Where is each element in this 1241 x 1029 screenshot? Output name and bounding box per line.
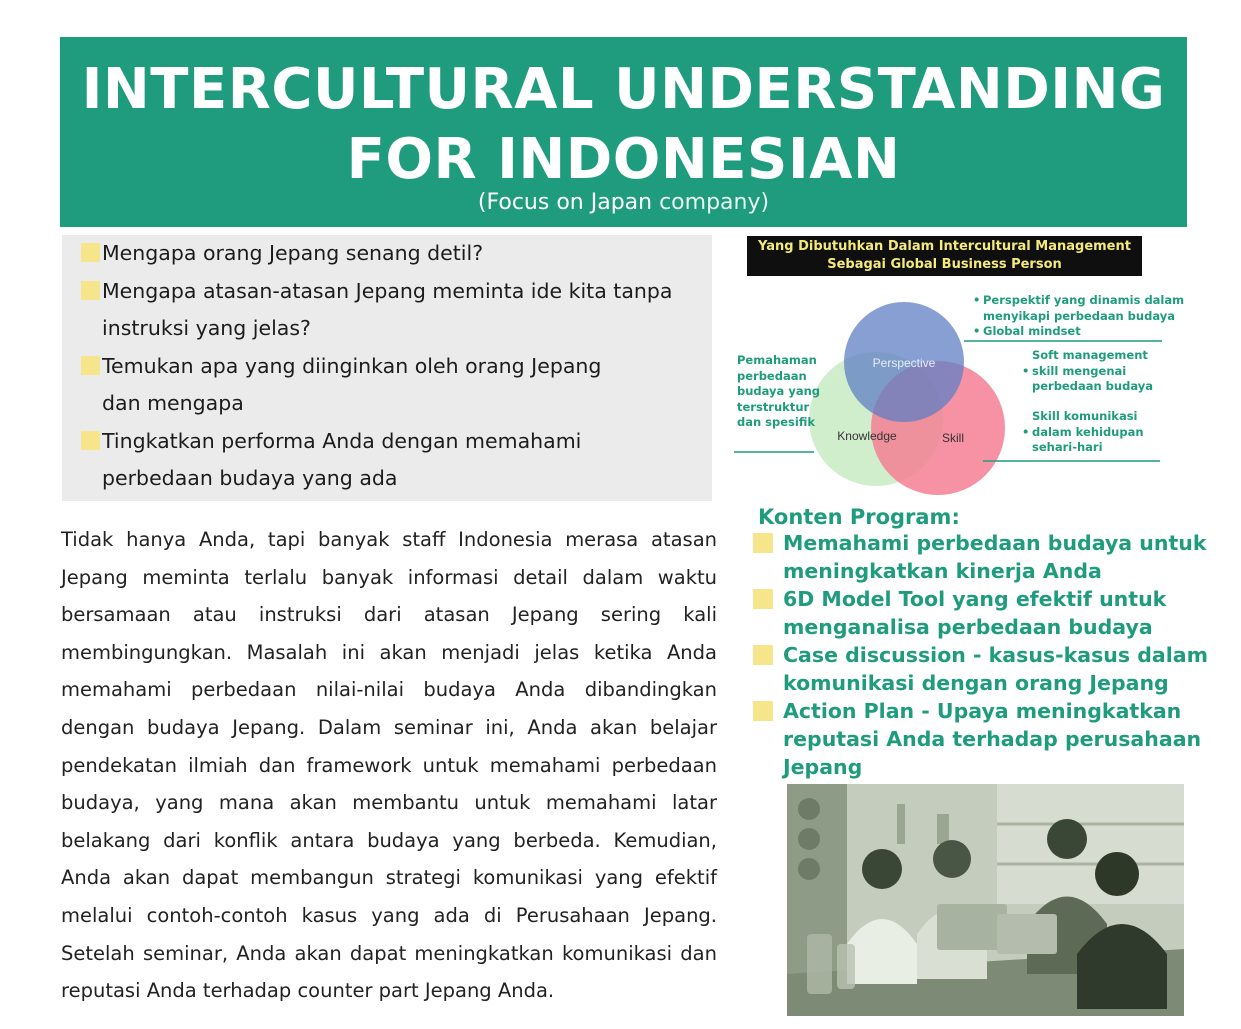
- question-4-line-1: Tingkatkan performa Anda dengan memahami: [102, 429, 582, 453]
- knowledge-note-1: Pemahaman: [737, 353, 817, 367]
- program-bullet-icon: [753, 533, 773, 553]
- perspective-note-2: menyikapi perbedaan budaya: [983, 308, 1175, 323]
- page-title-line-2: FOR INDONESIAN: [346, 127, 901, 192]
- soft-skill-note: Soft management • skill mengenai perbedaan budaya: [1022, 348, 1153, 393]
- communication-note: Skill komunikasi • dalam kehidupan sehari-hari: [1022, 409, 1144, 454]
- knowledge-label: Knowledge: [837, 429, 897, 443]
- perspective-note-1: Perspektif yang dinamis dalam: [983, 293, 1185, 307]
- question-3-line-1: Temukan apa yang diinginkan oleh orang Jepang: [102, 354, 602, 378]
- question-bullet-icon: [81, 431, 100, 450]
- question-2-line-1: Mengapa atasan-atasan Jepang meminta ide kita tanpa: [102, 279, 673, 303]
- program-2-line-1: 6D Model Tool yang efektif untuk: [783, 587, 1167, 611]
- knowledge-note-5: dan spesifik: [737, 415, 816, 429]
- knowledge-note: [737, 353, 820, 431]
- question-1-line-1: Mengapa orang Jepang senang detil?: [102, 241, 484, 265]
- question-3-line-2: dan mengapa: [102, 391, 244, 415]
- knowledge-note-2: perbedaan: [737, 368, 807, 383]
- komunikasi-note-1: Skill komunikasi: [1032, 409, 1138, 423]
- knowledge-note-4: terstruktur: [737, 399, 810, 414]
- page-title-line-1: INTERCULTURAL UNDERSTANDING: [81, 57, 1166, 122]
- program-bullet-icon: [753, 645, 773, 665]
- meeting-illustration: [787, 784, 1184, 1016]
- question-bullet-icon: [81, 281, 100, 300]
- question-4-line-2: perbedaan budaya yang ada: [102, 466, 398, 490]
- program-bullet-icon: [753, 589, 773, 609]
- skill-label: Skill: [941, 431, 965, 445]
- diagram-header-line-2: Sebagai Global Business Person: [827, 257, 1062, 272]
- soft-note-2: skill mengenai: [1032, 363, 1127, 378]
- knowledge-note-3: budaya yang: [737, 384, 820, 398]
- soft-note-3: perbedaan budaya: [1032, 379, 1153, 393]
- program-4-line-3: Jepang: [783, 755, 863, 779]
- program-4-line-1: Action Plan - Upaya meningkatkan: [783, 699, 1182, 723]
- diagram-header-line-1: Yang Dibutuhkan Dalam Intercultural Management: [758, 239, 1131, 254]
- question-2-line-2: instruksi yang jelas?: [102, 316, 311, 340]
- title-banner: [60, 37, 1187, 227]
- program-3-line-2: komunikasi dengan orang Jepang: [783, 671, 1169, 695]
- komunikasi-note-2: dalam kehidupan: [1032, 424, 1144, 439]
- program-4-line-2: reputasi Anda terhadap perusahaan: [783, 727, 1202, 751]
- perspective-label: Perspective: [872, 356, 936, 370]
- komunikasi-note-3: sehari-hari: [1032, 440, 1103, 454]
- diagram-header: [747, 236, 1142, 276]
- program-2-line-2: menganalisa perbedaan budaya: [783, 615, 1153, 639]
- description-paragraph: [61, 521, 717, 1010]
- subtitle-light: company): [659, 190, 770, 215]
- questions-box: [62, 235, 712, 501]
- program-3-line-1: Case discussion - kasus-kasus dalam: [783, 643, 1208, 667]
- description-text: Tidak hanya Anda, tapi banyak staff Indonesia merasa atasan Jepang meminta terlalu banyak informasi detail dalam waktu bersamaan atau instruksi dari atasan Jepang sering kali membingungkan. Masalah ini akan menjadi jelas ketika Anda memahami perbedaan nilai-nilai budaya Anda dibandingkan dengan budaya Jepang. Dalam seminar ini, Anda akan belajar pendekatan ilmiah dan framework untuk memahami perbedaan budaya, yang mana akan membantu untuk memahami latar belakang dari konflik antara budaya yang berbeda. Kemudian, Anda akan dapat membangun strategi komunikasi yang efektif melalui contoh-contoh kasus yang ada di Perusahaan Jepang. Setelah seminar, Anda akan dapat meningkatkan komunikasi dan reputasi Anda terhadap counter part Jepang Anda.: [61, 528, 717, 1003]
- program-title: Konten Program:: [758, 505, 960, 529]
- question-bullet-icon: [81, 356, 100, 375]
- program-1-line-1: Memahami perbedaan budaya untuk: [783, 531, 1207, 555]
- team-meeting-photo: [787, 784, 1184, 1016]
- perspective-note-3: Global mindset: [983, 324, 1081, 338]
- page-subtitle: [60, 189, 1187, 217]
- perspective-note: • Perspektif yang dinamis dalam menyikapi perbedaan budaya • Global mindset: [973, 293, 1185, 338]
- soft-note-1: Soft management: [1032, 348, 1148, 362]
- question-bullet-icon: [81, 243, 100, 262]
- program-bullet-icon: [753, 701, 773, 721]
- subtitle-main: (Focus on Japan: [477, 190, 660, 215]
- program-1-line-2: meningkatkan kinerja Anda: [783, 559, 1102, 583]
